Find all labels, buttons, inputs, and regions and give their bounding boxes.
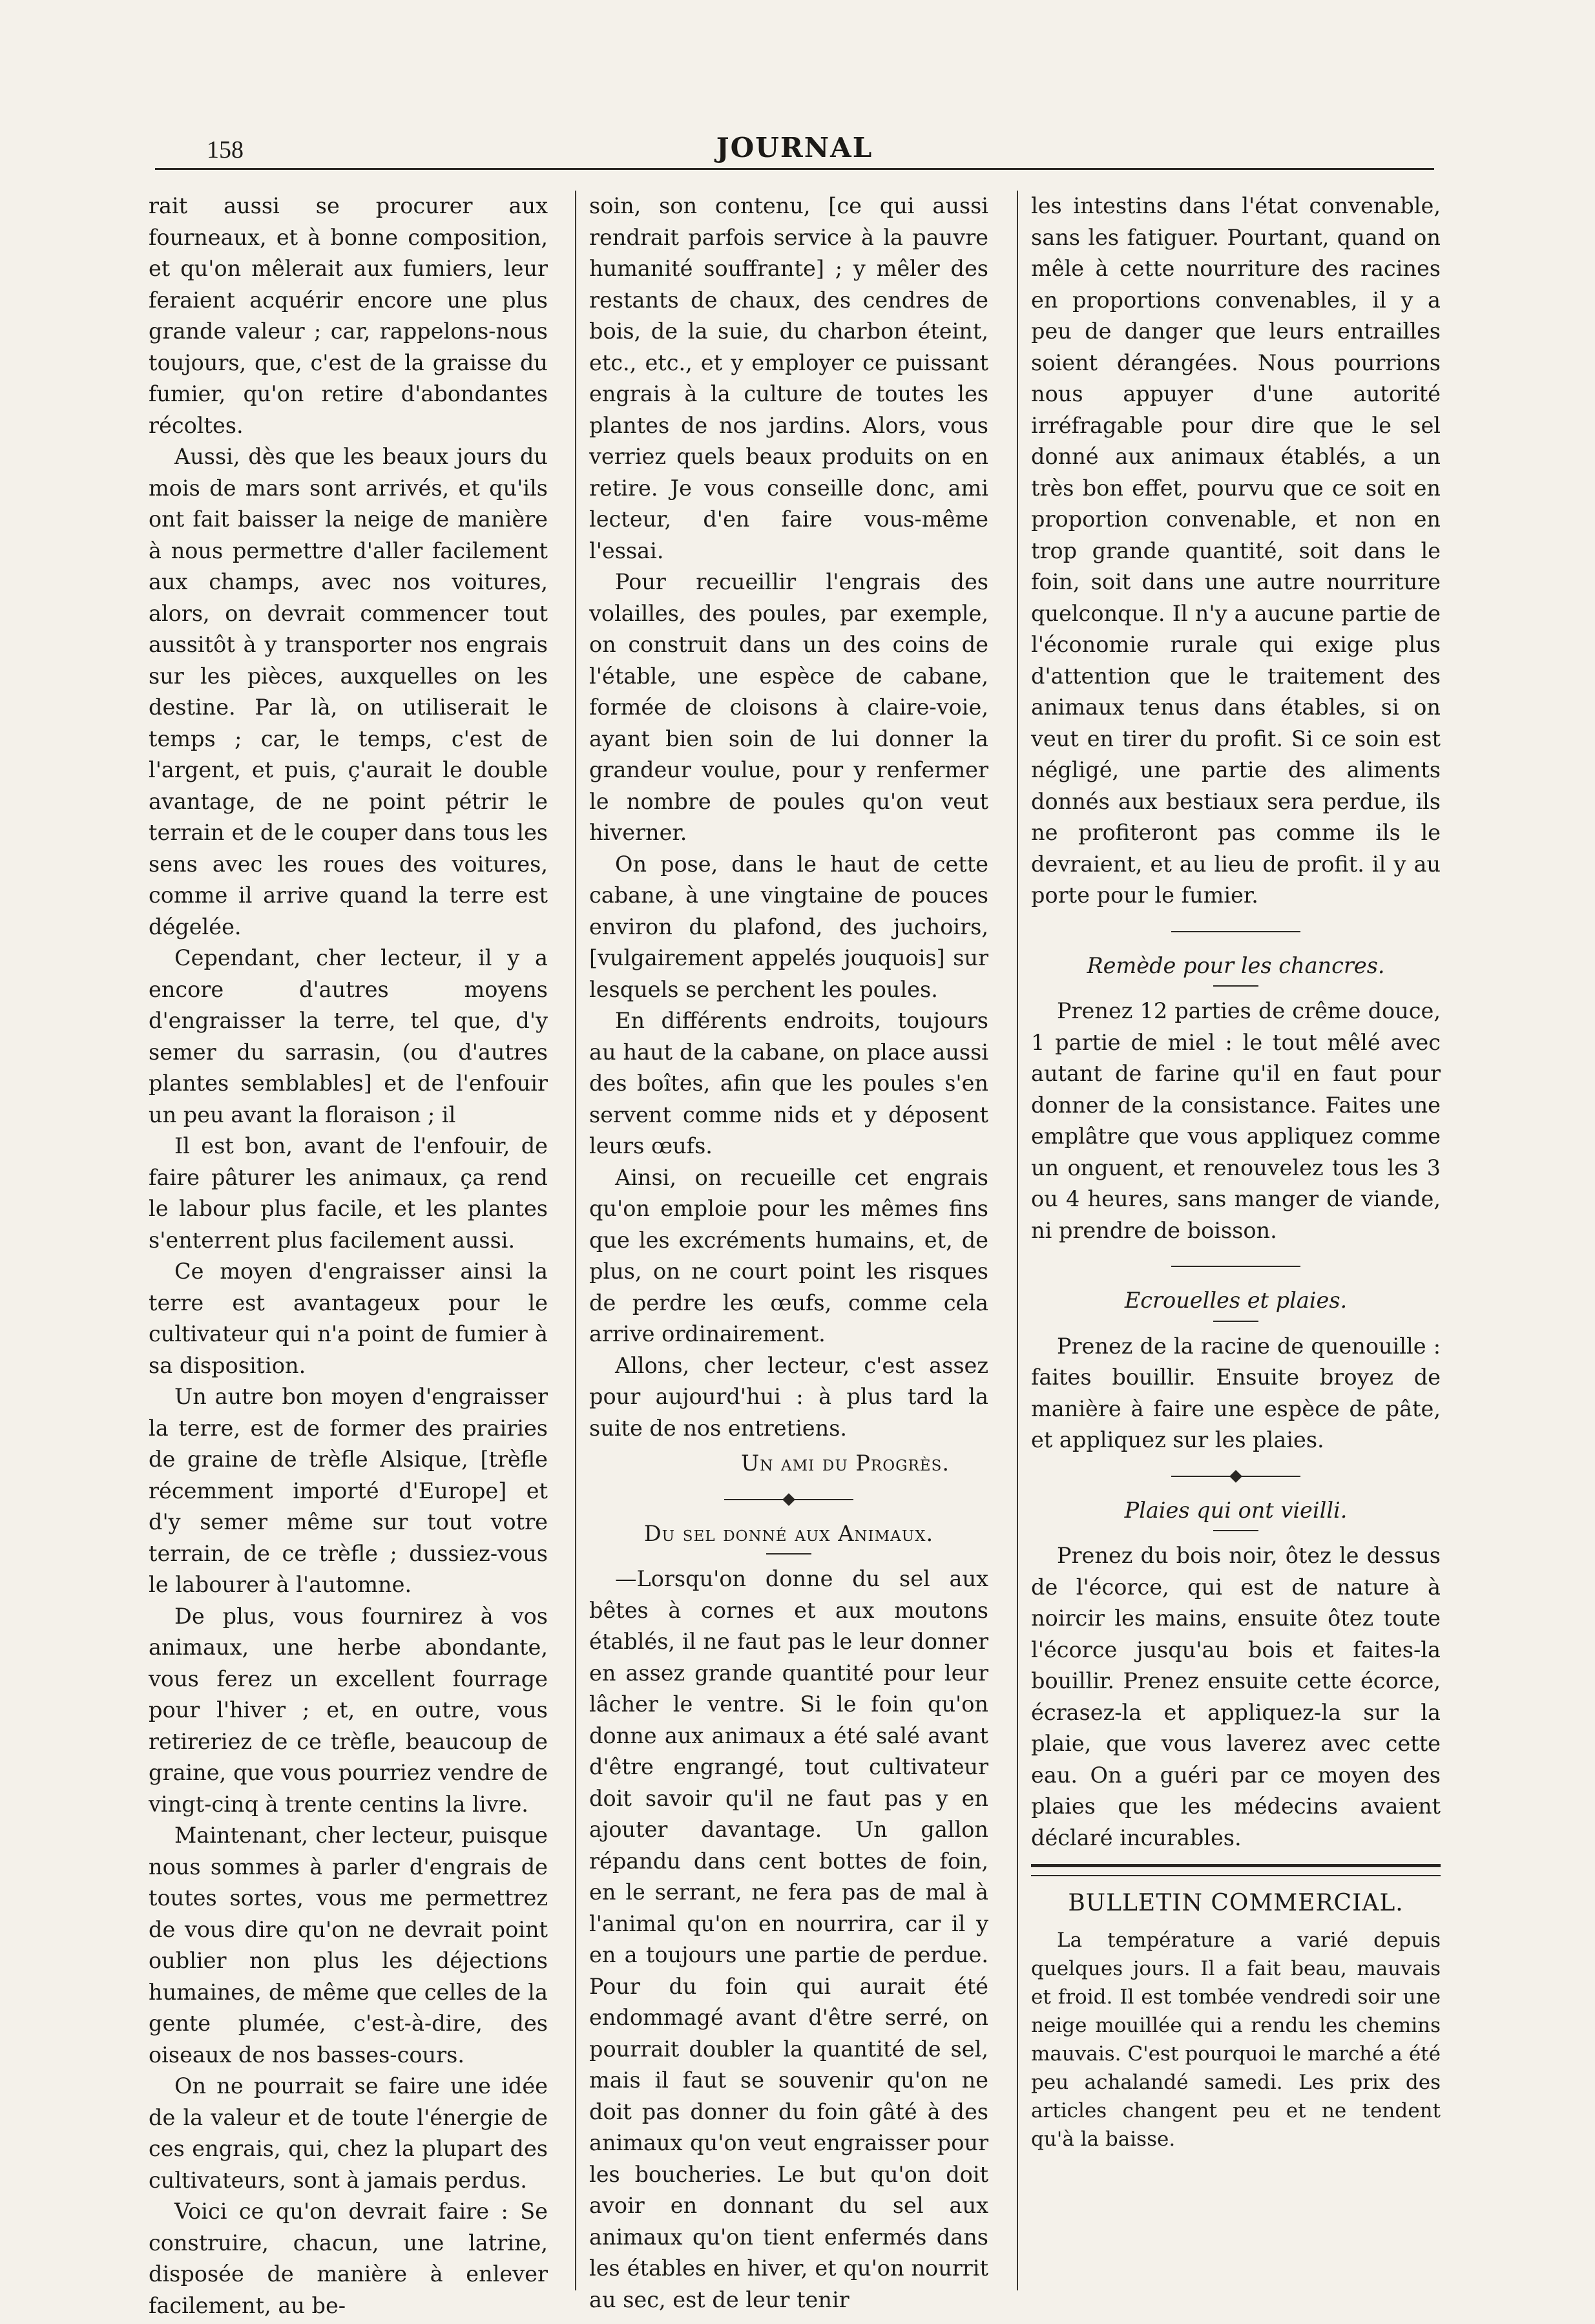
ornamental-divider (1031, 918, 1441, 944)
diamond-ornament-icon (1229, 1470, 1242, 1483)
paragraph: Prenez de la racine de quenouille : faites bouillir. Ensuite broyez de manière à faire une espèce de pâte, et appliquez sur les plaies. (1031, 1333, 1441, 1452)
article-signature: Un ami du Progrès. (741, 1450, 950, 1476)
paragraph: On pose, dans le haut de cette cabane, à une vingtaine de pouces environ du plafond, des juchoirs, [vulgairement appelés jouquois] sur lesquels se perchent les poules. (589, 851, 988, 1002)
page-header (155, 123, 1434, 170)
paragraph: rait aussi se procurer aux fourneaux, et à bonne composition, et qu'on mêlerait aux fumiers, leur feraient acquérir encore une plus grande valeur ; car, rappelons-nous toujours, que, c'est de la graisse du fumier, qu'on retire d'abondantes récoltes. (149, 193, 548, 438)
paragraph: les intestins dans l'état convenable, sans les fatiguer. Pourtant, quand on mêle à cette nourriture des racines en proportions convenables, il y a peu de danger que leurs entrailles soient dérangées. Nous pourrions nous appuyer d'une autorité irréfragable pour dire que le sel donné aux animaux établés, a un très bon effet, pourvu que ce soit en proportion convenable, et non en trop grande quantité, soit dans le foin, soit dans une autre nourriture quelconque. Il n'y a aucune partie de l'économie rurale qui exige plus d'attention que le traitement des animaux tenus dans étables, si on veut en tirer du profit. Si ce soin est négligé, une partie des aliments donnés aux bestiaux sera perdue, ils ne profiteront pas comme ils le devraient, et au lieu de profit. il y au porte pour le fumier. (1031, 193, 1441, 908)
title-rule (766, 1553, 811, 1555)
paragraph: Un autre bon moyen d'engraisser la terre, est de former des prairies de graine de trèfle Alsique, [trèfle récemment importé d'Europe] et d'y semer même sur tout votre terrain, de ce trèfle ; dussiez-vous le labourer à l'automne. (149, 1384, 548, 1597)
bulletin-title: BULLETIN COMMERCIAL. (1068, 1890, 1404, 1916)
paragraph: Prenez du bois noir, ôtez le dessus de l'écorce, qui est de nature à noircir les mains, ensuite ôtez toute l'écorce jusqu'au bois et faites-la bouillir. Prenez ensuite cette écorce, écrasez-la et appliquez-la sur la plaie, que vous laverez avec cette eau. On a guéri par ce moyen des plaies que les médecins avaient déclaré incurables. (1031, 1543, 1441, 1850)
double-rule (1031, 1864, 1441, 1876)
column-1 (149, 191, 548, 2318)
diamond-ornament-icon (782, 1493, 795, 1506)
paragraph: Aussi, dès que les beaux jours du mois de mars sont arrivés, et qu'ils ont fait baisser la neige de manière à nous permettre d'aller facilement aux champs, avec nos voitures, alors, on devrait commencer tout aussitôt à y transporter nos engrais sur les pièces, auxquelles on les destine. Par là, on utiliserait le temps ; car, le temps, c'est de l'argent, et puis, ç'aurait le double avantage, de ne point pétrir le terrain et de le couper dans tous les sens avec les roues des voitures, comme il arrive quand la terre est dégelée. (149, 444, 548, 939)
title-rule (1213, 1530, 1258, 1531)
paragraph: La température a varié depuis quelques jours. Il a fait beau, mauvais et froid. Il est tombée vendredi soir une neige mouillée qui a rendu les chemins mauvais. C'est pourquoi le marché a été peu achalandé samedi. Les prix des articles changent peu et ne tendent qu'à la baisse. (1031, 1928, 1441, 2151)
divider-line (1171, 1266, 1300, 1267)
paragraph: Maintenant, cher lecteur, puisque nous sommes à parler d'engrais de toutes sortes, vous me permettrez de vous dire qu'on ne devrait point oublier non plus les déjections humaines, de même que celles de la gente plumée, c'est-à-dire, des oiseaux de nos basses-cours. (149, 1823, 548, 2068)
paragraph: Ainsi, on recueille cet engrais qu'on emploie pour les mêmes fins que les excréments humains, et, de plus, on ne court point les risques de perdre les œufs, comme cela arrive ordinairement. (589, 1164, 988, 1346)
title-rule (1213, 985, 1258, 987)
paragraph: Il est bon, avant de l'enfouir, de faire pâturer les animaux, ça rend le labour plus facile, et les plantes s'enterrent plus facilement aussi. (149, 1133, 548, 1253)
paragraph: soin, son contenu, [ce qui aussi rendrait parfois service à la pauvre humanité souffrante] ; y mêler des restants de chaux, des cendres de bois, de la suie, du charbon éteint, etc., etc., et y employer ce puissant engrais à la culture de toutes les plantes de nos jardins. Alors, vous verriez quels beaux produits on en retire. Je vous conseille donc, ami lecteur, d'en faire vous-même l'essai. (589, 193, 988, 563)
page-number: 158 (207, 136, 244, 163)
column-2 (589, 191, 988, 2312)
paragraph: Voici ce qu'on devrait faire : Se construire, chacun, une latrine, disposée de manière à enlever facilement, au be- (149, 2199, 548, 2318)
column-divider (575, 191, 576, 2290)
paragraph: Cependant, cher lecteur, il y a encore d'autres moyens d'engraisser la terre, tel que, d'y semer du sarrasin, (ou d'autres plantes semblables] et de l'enfouir un peu avant la floraison ; il (149, 945, 548, 1127)
paragraph: On ne pourrait se faire une idée de la valeur et de toute l'énergie de ces engrais, qui, chez la plupart des cultivateurs, sont à jamais perdus. (149, 2073, 548, 2193)
title-rule (1213, 1321, 1258, 1322)
section-title-plaies: Plaies qui ont vieilli. (1124, 1497, 1348, 1523)
paragraph: En différents endroits, toujours au haut de la cabane, on place aussi des boîtes, afin que les poules s'en servent comme nids et y déposent leurs œufs. (589, 1008, 988, 1158)
section-title: Du sel donné aux Animaux. (643, 1520, 934, 1546)
ornamental-divider (589, 1486, 988, 1512)
paragraph: De plus, vous fournirez à vos animaux, une herbe abondante, vous ferez un excellent fourrage pour l'hiver ; et, en outre, vous retireriez de ce trèfle, beaucoup de graine, que vous pourriez vendre de vingt-cinq à trente centins la livre. (149, 1603, 548, 1817)
column-divider (1017, 191, 1018, 2290)
section-title-ecrouelles: Ecrouelles et plaies. (1124, 1288, 1348, 1313)
section-title-remede: Remède pour les chancres. (1087, 952, 1385, 978)
article-columns (149, 191, 1441, 2318)
paragraph: —Lorsqu'on donne du sel aux bêtes à cornes et aux moutons établés, il ne faut pas le leur donner en assez grande quantité pour leur lâcher le ventre. Si le foin qu'on donne aux animaux a été salé avant d'être engrangé, tout cultivateur doit savoir qu'il ne faut pas y en ajouter davantage. Un gallon répandu dans cent bottes de foin, en le serrant, ne fera pas de mal à l'animal qu'on en nourrira, car il y en a toujours une partie de perdue. Pour du foin qui aurait été endommagé avant d'être serré, on pourrait doubler la quantité de sel, mais il faut se souvenir qu'on ne doit pas donner du foin gâté à des animaux qu'on veut engraisser pour les boucheries. Le but qu'on doit avoir en donnant du sel aux animaux qu'on tient enfermés dans les étables en hiver, et qu'on nourrit au sec, est de leur tenir (589, 1566, 988, 2312)
paragraph: Pour recueillir l'engrais des volailles, des poules, par exemple, on construit dans un des coins de l'étable, une espèce de cabane, formée de cloisons à claire-voie, ayant bien soin de lui donner la grandeur voulue, pour y renfermer le nombre de poules qu'on veut hiverner. (589, 569, 988, 845)
divider-line (1171, 931, 1300, 932)
paragraph: Ce moyen d'engraisser ainsi la terre est avantageux pour le cultivateur qui n'a point de fumier à sa disposition. (149, 1259, 548, 1378)
journal-title: JOURNAL (716, 132, 873, 163)
column-3 (1031, 191, 1441, 2290)
paragraph: Allons, cher lecteur, c'est assez pour aujourd'hui : à plus tard la suite de nos entretiens. (589, 1352, 988, 1441)
ornamental-divider (1031, 1463, 1441, 1489)
ornamental-divider (1031, 1253, 1441, 1279)
paragraph: Prenez 12 parties de crême douce, 1 partie de miel : le tout mêlé avec autant de farine qu'il en faut pour donner de la consistance. Faites une emplâtre que vous appliquez comme un onguent, et renouvelez tous les 3 ou 4 heures, sans manger de viande, ni prendre de boisson. (1031, 998, 1441, 1243)
